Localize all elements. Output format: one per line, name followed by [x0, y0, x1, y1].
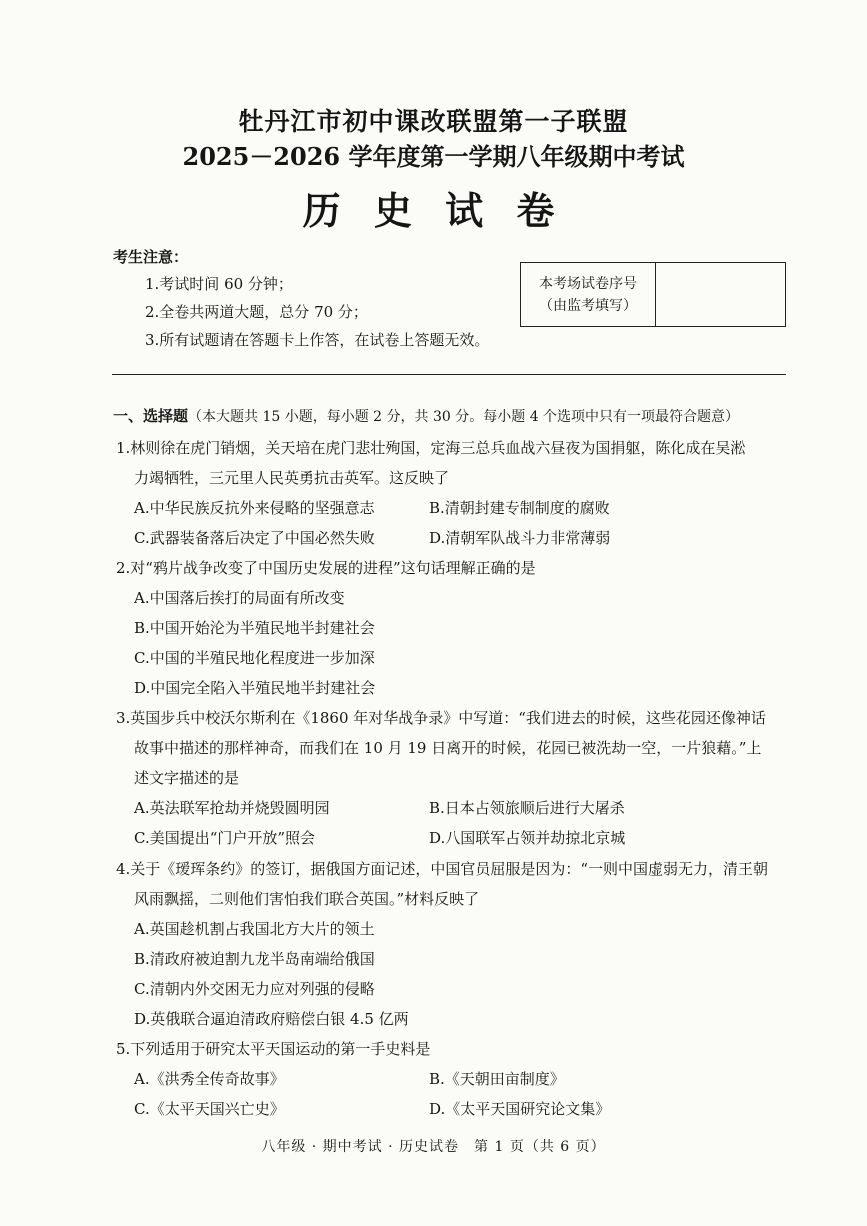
- divider: [112, 374, 786, 375]
- candidate-notice: [113, 246, 489, 354]
- option-b: B.《天朝田亩制度》: [429, 1070, 565, 1088]
- question-2: [116, 553, 792, 703]
- section-note: （本大题共 15 小题，每小题 2 分，共 30 分。每小题 4 个选项中只有一项最符合题意）: [188, 409, 740, 425]
- question-stem-cont: 述文字描述的是: [134, 769, 240, 787]
- page-footer: 八年级 · 期中考试 · 历史试卷 第 1 页（共 6 页）: [261, 1139, 606, 1155]
- question-stem: 4.关于《瑷珲条约》的签订，据俄国方面记述，中国官员屈服是因为：“一则中国虚弱无力，清王朝: [116, 860, 768, 878]
- sequence-label-line1: 本考场试卷序号: [539, 275, 637, 292]
- section-heading: [113, 405, 739, 426]
- option-c: C.清朝内外交困无力应对列强的侵略: [134, 980, 375, 998]
- notice-item: 2.全卷共两道大题，总分 70 分；: [145, 303, 368, 321]
- question-3: [116, 703, 792, 853]
- option-b: B.中国开始沦为半殖民地半封建社会: [134, 619, 375, 637]
- page-title: 历 史 试 卷: [302, 188, 565, 233]
- option-b: B.清政府被迫割九龙半岛南端给俄国: [134, 950, 375, 968]
- question-4: [116, 854, 792, 1034]
- option-a: A.英法联军抢劫并烧毁圆明园: [134, 799, 330, 817]
- option-a: A.《洪秀全传奇故事》: [134, 1070, 285, 1088]
- option-c: C.武器装备落后决定了中国必然失败: [134, 529, 375, 547]
- option-c: C.《太平天国兴亡史》: [134, 1100, 285, 1118]
- section-title: 一、选择题: [113, 407, 189, 425]
- sequence-label-line2: （由监考填写）: [539, 297, 637, 314]
- option-c: C.美国提出“门户开放”照会: [134, 829, 316, 847]
- option-a: A.中华民族反抗外来侵略的坚强意志: [134, 499, 375, 517]
- sequence-number-field[interactable]: [657, 263, 785, 326]
- option-d: D.英俄联合逼迫清政府赔偿白银 4.5 亿两: [134, 1010, 409, 1028]
- question-1: [116, 433, 792, 553]
- option-a: A.中国落后挨打的局面有所改变: [134, 589, 345, 607]
- option-b: B.清朝封建专制制度的腐败: [429, 499, 610, 517]
- option-a: A.英国趁机割占我国北方大片的领土: [134, 920, 375, 938]
- notice-title: 考生注意：: [113, 248, 189, 266]
- header-exam-name: 2025－2026 学年度第一学期八年级期中考试: [182, 142, 685, 171]
- question-stem: 2.对“鸦片战争改变了中国历史发展的进程”这句话理解正确的是: [116, 559, 536, 577]
- paper-sequence-box: [520, 262, 786, 327]
- question-stem: 3.英国步兵中校沃尔斯利在《1860 年对华战争录》中写道：“我们进去的时候，这些花园还像神话: [116, 709, 766, 727]
- option-d: D.中国完全陷入半殖民地半封建社会: [134, 679, 376, 697]
- option-d: D.八国联军占领并劫掠北京城: [429, 829, 626, 847]
- question-stem-cont: 力竭牺牲，三元里人民英勇抗击英军。这反映了: [134, 469, 450, 487]
- question-stem: 1.林则徐在虎门销烟，关天培在虎门悲壮殉国，定海三总兵血战六昼夜为国捐躯，陈化成在吴淞: [116, 439, 746, 457]
- question-5: [116, 1034, 792, 1124]
- sequence-label: [521, 263, 656, 326]
- question-stem-cont: 风雨飘摇，二则他们害怕我们联合英国。”材料反映了: [134, 890, 480, 908]
- header-organization: 牡丹江市初中课改联盟第一子联盟: [238, 107, 629, 136]
- notice-item: 3.所有试题请在答题卡上作答，在试卷上答题无效。: [145, 331, 490, 349]
- option-d: D.《太平天国研究论文集》: [429, 1100, 611, 1118]
- option-b: B.日本占领旅顺后进行大屠杀: [429, 799, 625, 817]
- question-stem: 5.下列适用于研究太平天国运动的第一手史料是: [116, 1040, 431, 1058]
- option-c: C.中国的半殖民地化程度进一步加深: [134, 649, 375, 667]
- option-d: D.清朝军队战斗力非常薄弱: [429, 529, 611, 547]
- notice-item: 1.考试时间 60 分钟；: [145, 275, 293, 293]
- question-stem-cont: 故事中描述的那样神奇，而我们在 10 月 19 日离开的时候，花园已被洗劫一空，一片狼藉。”上: [134, 739, 762, 757]
